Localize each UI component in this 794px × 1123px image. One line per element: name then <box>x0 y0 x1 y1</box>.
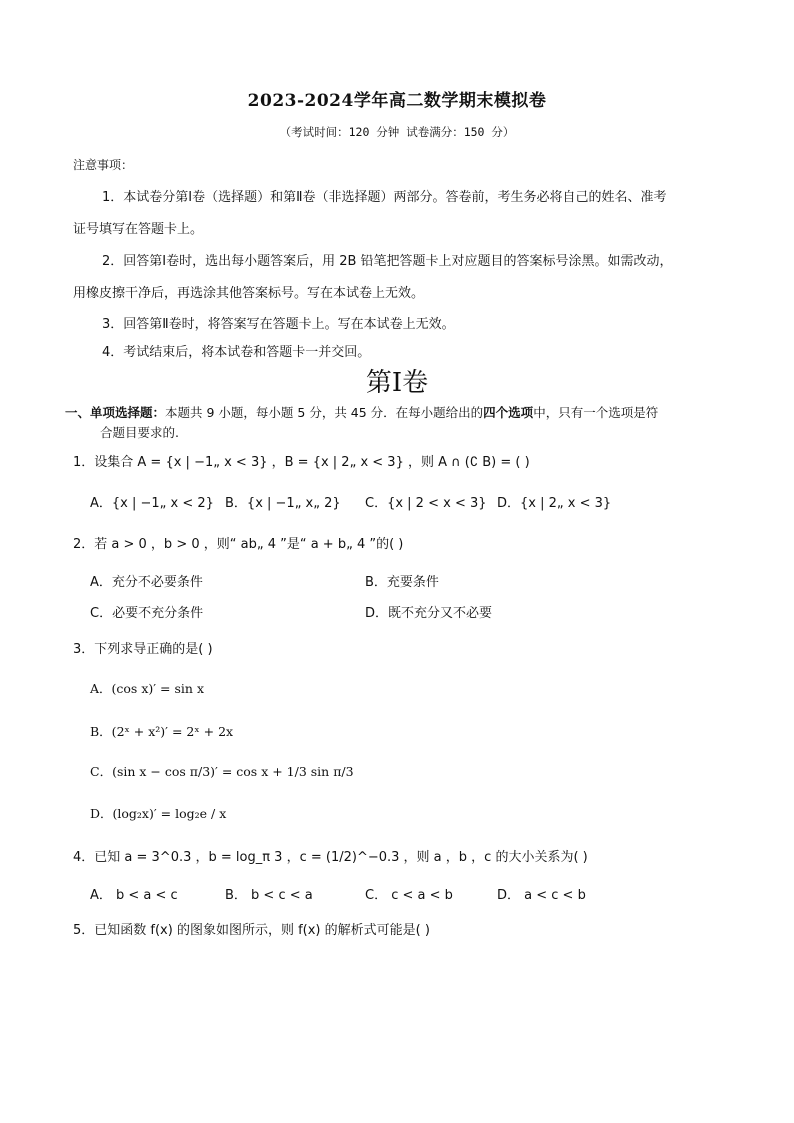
question-5-stem: 5．已知函数 f(x) 的图象如图所示，则 f(x) 的解析式可能是( ) <box>73 923 430 938</box>
question-3-option-d: D．(log₂x)′ = log₂e / x <box>90 806 227 821</box>
part-rule: 本题共 9 小题，每小题 5 分，共 45 分．在每小题给出的 <box>165 405 484 420</box>
question-1-option-a: A．{x | −1„ x < 2} <box>90 496 214 511</box>
question-2-option-c: C．必要不充分条件 <box>90 606 204 621</box>
notice-item-2-line-1: 2．回答第Ⅰ卷时，选出每小题答案后，用 2B 铅笔把答题卡上对应题目的答案标号涂黑。如需改动， <box>102 254 673 269</box>
part-description-line-2: 合题目要求的. <box>100 425 179 440</box>
question-1-option-b: B．{x | −1„ x„ 2} <box>225 496 341 511</box>
question-2-option-d: D．既不充分又不必要 <box>365 606 493 621</box>
notice-item-3: 3．回答第Ⅱ卷时，将答案写在答题卡上。写在本试卷上无效。 <box>102 317 455 332</box>
page-title: 2023-2024学年高二数学期末模拟卷 <box>247 91 547 111</box>
notice-heading: 注意事项： <box>73 158 134 172</box>
exam-info: （考试时间：120 分钟 试卷满分：150 分） <box>279 125 515 139</box>
notice-item-4: 4．考试结束后，将本试卷和答题卡一并交回。 <box>102 345 371 360</box>
question-1-stem: 1．设集合 A = {x | −1„ x < 3} ，B = {x | 2„ x < 3} ，则 A ∩ (∁ B) = ( ) <box>73 455 530 470</box>
question-4-option-b: B． b < c < a <box>225 888 313 903</box>
section-title: 第Ⅰ卷 <box>365 368 429 398</box>
question-4-option-c: C． c < a < b <box>365 888 453 903</box>
question-4-stem: 4．已知 a = 3^0.3 ，b = log_π 3 ，c = (1/2)^−0.3 ，则 a ，b ，c 的大小关系为( ) <box>73 850 588 865</box>
question-4-option-a: A． b < a < c <box>90 888 178 903</box>
question-2-stem: 2．若 a > 0 ，b > 0 ，则“ ab„ 4 ”是“ a + b„ 4 ”的( ) <box>73 537 404 552</box>
part-description-line-1 <box>65 403 658 421</box>
question-3-stem: 3．下列求导正确的是( ) <box>73 642 213 657</box>
part-rule-tail: 中，只有一个选项是符 <box>533 405 659 420</box>
question-2-option-a: A．充分不必要条件 <box>90 575 203 590</box>
notice-item-1-line-1: 1．本试卷分第Ⅰ卷（选择题）和第Ⅱ卷（非选择题）两部分。答卷前，考生务必将自己的姓名、准考 <box>102 190 667 205</box>
question-1-option-c: C．{x | 2 < x < 3} <box>365 496 487 511</box>
question-2-option-b: B．充要条件 <box>365 575 439 590</box>
question-3-option-a: A．(cos x)′ = sin x <box>90 681 204 696</box>
question-1-option-d: D．{x | 2„ x < 3} <box>497 496 612 511</box>
question-3-option-c: C．(sin x − cos π/3)′ = cos x + 1/3 sin π/3 <box>90 764 354 779</box>
question-3-option-b: B．(2ˣ + x²)′ = 2ˣ + 2x <box>90 724 234 739</box>
question-4-option-d: D． a < c < b <box>497 888 586 903</box>
part-emphasis: 四个选项 <box>483 405 534 420</box>
part-label: 一、单项选择题： <box>65 405 166 420</box>
notice-item-2-line-2: 用橡皮擦干净后，再选涂其他答案标号。写在本试卷上无效。 <box>73 286 425 301</box>
notice-item-1-line-2: 证号填写在答题卡上。 <box>73 222 204 237</box>
